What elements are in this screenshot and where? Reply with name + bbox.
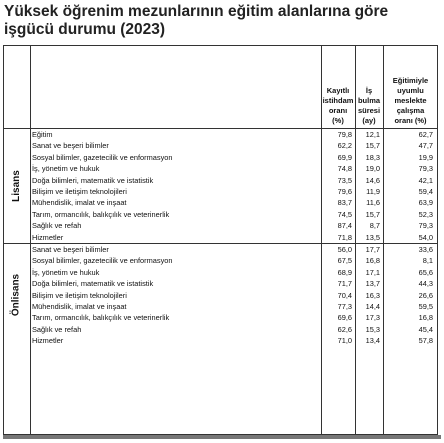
- table-row: [30, 232, 434, 243]
- table-row: [30, 335, 434, 346]
- cell-value: 8,1: [422, 256, 433, 266]
- column-header-line: meslekte: [394, 96, 427, 105]
- cell-value: 47,7: [418, 141, 433, 151]
- cell-value: 63,9: [418, 198, 433, 208]
- cell-value: 33,6: [418, 245, 433, 254]
- row-label: İş, yönetim ve hukuk: [32, 267, 100, 277]
- cell-value: 74,5: [337, 209, 352, 219]
- table-row: [30, 312, 434, 323]
- page-title: Yüksek öğrenim mezunlarının eğitim alanlarına göre işgücü durumu (2023): [4, 3, 389, 38]
- cell-value: 79,3: [418, 221, 433, 231]
- table-row: [30, 197, 434, 208]
- cell-value: 12,1: [365, 130, 380, 139]
- cell-value: 15,3: [365, 324, 380, 334]
- cell-value: 8,7: [369, 221, 380, 231]
- table-row: [30, 152, 434, 163]
- cell-value: 45,4: [418, 324, 433, 334]
- row-label: İş, yönetim ve hukuk: [32, 164, 100, 174]
- group-label: Lisans: [10, 170, 22, 202]
- column-header-line: (ay): [362, 116, 376, 125]
- row-label: Tarım, ormancılık, balıkçılık ve veterinerlik: [32, 313, 170, 323]
- row-label: Bilişim ve iletişim teknolojileri: [32, 290, 127, 300]
- cell-value: 79,8: [337, 130, 352, 139]
- table-row: [30, 209, 434, 220]
- group-label: Önlisans: [10, 274, 22, 317]
- column-header-line: çalışma: [396, 106, 425, 115]
- cell-value: 70,4: [337, 290, 352, 300]
- cell-value: 16,8: [418, 313, 433, 323]
- row-label: Sanat ve beşeri bilimler: [32, 141, 109, 151]
- cell-value: 73,5: [337, 175, 352, 185]
- cell-value: 68,9: [337, 267, 352, 277]
- cell-value: 74,8: [337, 164, 352, 174]
- cell-value: 14,6: [365, 175, 380, 185]
- table-row: [30, 324, 434, 335]
- cell-value: 17,1: [365, 267, 380, 277]
- cell-value: 77,3: [337, 302, 352, 311]
- column-header-line: istihdam: [322, 96, 354, 105]
- table-row: [30, 301, 434, 312]
- cell-value: 13,7: [365, 279, 380, 289]
- cell-value: 56,0: [337, 245, 352, 254]
- cell-value: 67,5: [337, 256, 352, 266]
- cell-value: 87,4: [337, 221, 352, 231]
- column-header-line: oranı (%): [394, 116, 427, 125]
- table-row: [30, 129, 434, 140]
- row-label: Sağlık ve refah: [32, 221, 82, 231]
- cell-value: 71,0: [337, 336, 352, 346]
- column-header-line: süresi: [357, 106, 381, 115]
- column-header-line: (%): [332, 116, 344, 125]
- table-row: [30, 140, 434, 151]
- row-label: Doğa bilimleri, matematik ve istatistik: [32, 175, 154, 185]
- cell-value: 19,9: [418, 152, 433, 162]
- row-label: Sağlık ve refah: [32, 324, 82, 334]
- column-header: [383, 76, 438, 126]
- table-row: [30, 267, 434, 278]
- row-label: Mühendislik, imalat ve inşaat: [32, 302, 127, 311]
- table-row: [30, 220, 434, 231]
- cell-value: 79,6: [337, 187, 352, 196]
- cell-value: 13,5: [365, 232, 380, 242]
- cell-value: 54,0: [418, 232, 433, 242]
- column-header-line: Kayıtlı: [326, 86, 350, 95]
- cell-value: 44,3: [418, 279, 433, 289]
- row-label: Hizmetler: [32, 232, 64, 242]
- cell-value: 11,6: [366, 198, 380, 208]
- cell-value: 18,3: [365, 152, 380, 162]
- table-row: [30, 278, 434, 289]
- cell-value: 62,7: [418, 130, 433, 139]
- column-header-line: Eğitimiyle: [392, 76, 429, 85]
- column-header-line: bulma: [357, 96, 381, 105]
- cell-value: 62,6: [337, 324, 352, 334]
- cell-value: 16,8: [365, 256, 380, 266]
- cell-value: 16,3: [365, 290, 380, 300]
- table-row: [30, 290, 434, 301]
- cell-value: 14,4: [365, 302, 380, 311]
- row-label: Sanat ve beşeri bilimler: [32, 245, 109, 254]
- cell-value: 26,6: [418, 290, 433, 300]
- cell-value: 15,7: [365, 209, 380, 219]
- column-header-line: uyumlu: [397, 86, 424, 95]
- cell-value: 71,7: [337, 279, 352, 289]
- cell-value: 69,9: [337, 152, 352, 162]
- column-header: [321, 86, 355, 126]
- table-row: [30, 186, 434, 197]
- table-row: [30, 244, 434, 255]
- row-label: Sosyal bilimler, gazetecilik ve enformasyon: [32, 256, 173, 266]
- cell-value: 59,4: [418, 187, 433, 196]
- cell-value: 57,8: [418, 336, 433, 346]
- cell-value: 17,7: [365, 245, 380, 254]
- cell-value: 83,7: [337, 198, 352, 208]
- cell-value: 79,3: [418, 164, 433, 174]
- cell-value: 19,0: [365, 164, 380, 174]
- row-label: Eğitim: [32, 130, 53, 139]
- cell-value: 62,2: [337, 141, 352, 151]
- cell-value: 52,3: [418, 209, 433, 219]
- cell-value: 13,4: [365, 336, 380, 346]
- table-row: [30, 175, 434, 186]
- row-label: Bilişim ve iletişim teknolojileri: [32, 187, 127, 196]
- row-label: Sosyal bilimler, gazetecilik ve enformasyon: [32, 152, 173, 162]
- cell-value: 69,6: [337, 313, 352, 323]
- row-label: Mühendislik, imalat ve inşaat: [32, 198, 127, 208]
- row-label: Doğa bilimleri, matematik ve istatistik: [32, 279, 154, 289]
- row-label: Tarım, ormancılık, balıkçılık ve veterinerlik: [32, 209, 170, 219]
- cell-value: 65,6: [418, 267, 433, 277]
- cell-value: 15,7: [365, 141, 380, 151]
- cell-value: 71,8: [337, 232, 352, 242]
- cell-value: 42,1: [418, 175, 433, 185]
- bottom-bar: [3, 435, 441, 439]
- table-row: [30, 255, 434, 266]
- table-row: [30, 163, 434, 174]
- row-label: Hizmetler: [32, 336, 64, 346]
- column-header: [355, 86, 383, 126]
- cell-value: 11,9: [366, 187, 380, 196]
- cell-value: 59,5: [418, 302, 433, 311]
- cell-value: 17,3: [365, 313, 380, 323]
- column-header-line: oranı: [328, 106, 348, 115]
- column-header-line: İş: [365, 86, 373, 95]
